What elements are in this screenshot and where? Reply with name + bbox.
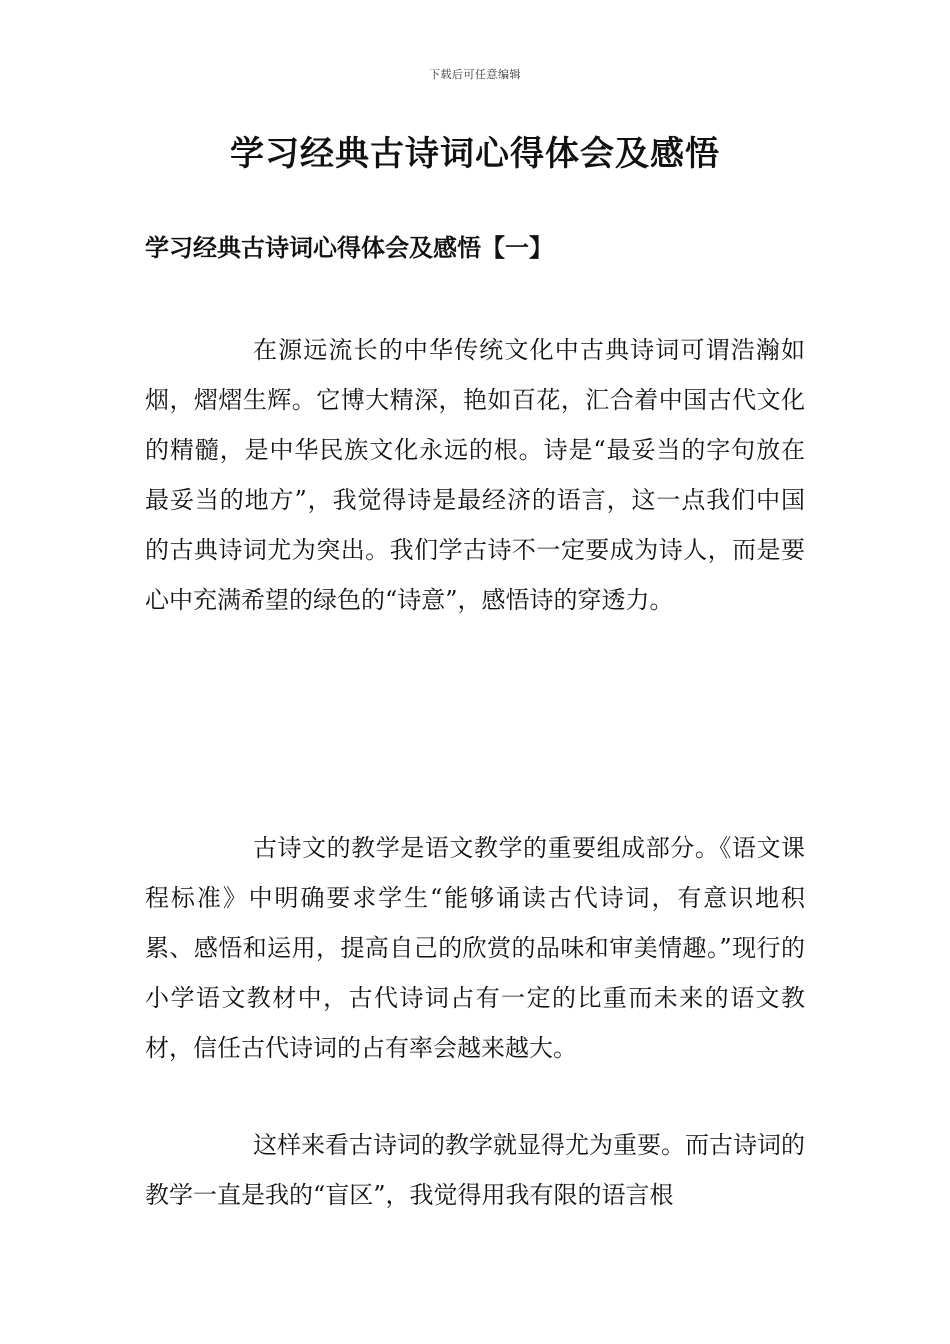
header-note: 下载后可任意编辑 [429, 68, 521, 81]
paragraph-1: 在源远流长的中华传统文化中古典诗词可谓浩瀚如烟，熠熠生辉。它博大精深，艳如百花，汇合着中国古代文化的精髓，是中华民族文化永远的根。诗是“最妥当的字句放在最妥当的地方”，我觉得诗是最经济的语言，这一点我们中国的古典诗词尤为突出。我们学古诗不一定要成为诗人，而是要心中充满希望的绿色的“诗意”，感悟诗的穿透力。 [145, 336, 805, 614]
document-title: 学习经典古诗词心得体会及感悟 [230, 134, 720, 174]
paragraph-2: 古诗文的教学是语文教学的重要组成部分。《语文课程标准》中明确要求学生“能够诵读古代诗词，有意识地积累、感悟和运用，提高自己的欣赏的品味和审美情趣。”现行的小学语文教材中，古代诗词占有一定的比重而未来的语文教材，信任古代诗词的占有率会越来越大。 [145, 834, 805, 1062]
section-heading: 学习经典古诗词心得体会及感悟【一】 [145, 233, 553, 262]
paragraph-3: 这样来看古诗词的教学就显得尤为重要。而古诗词的教学一直是我的“盲区”，我觉得用我有限的语言根 [145, 1131, 805, 1209]
